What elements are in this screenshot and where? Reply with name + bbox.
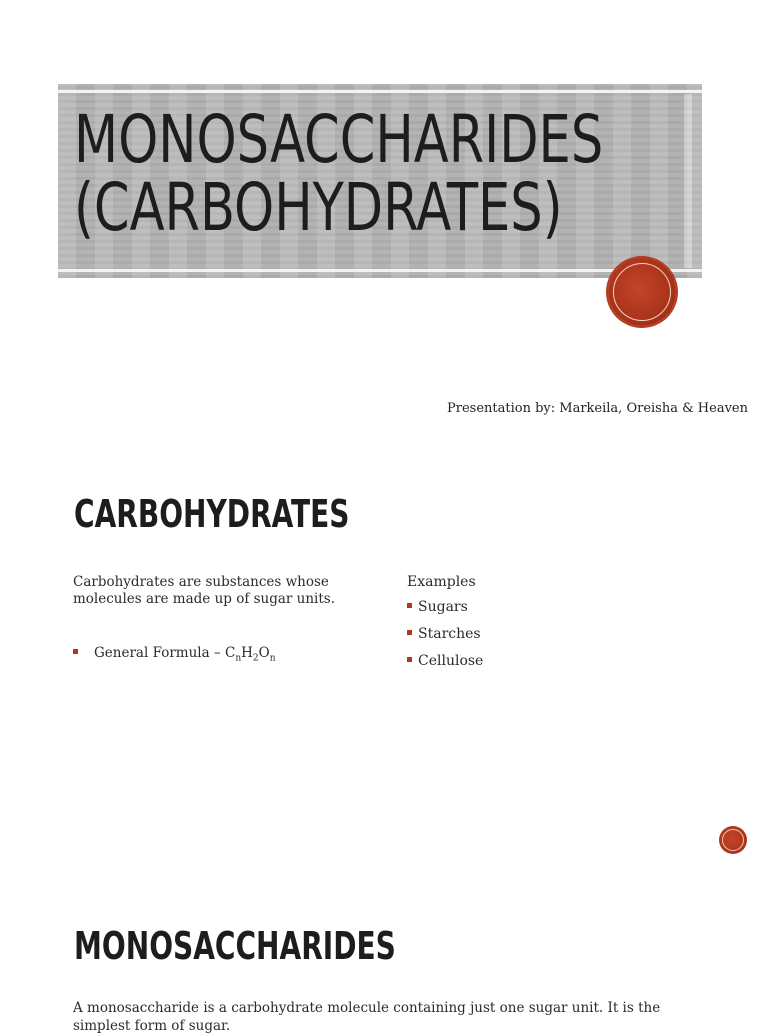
example-starches: Starches [418, 626, 481, 642]
formula-sub-n1: n [235, 653, 242, 664]
formula-sub-2: 2 [252, 653, 259, 664]
main-title [74, 101, 604, 246]
bullet-icon [407, 657, 412, 662]
example-cellulose: Cellulose [418, 653, 484, 669]
presenter-credit: Presentation by: Markeila, Oreisha & Heaven [447, 401, 748, 416]
formula-label: General Formula – C [94, 645, 236, 661]
decorative-circle-icon [608, 258, 676, 326]
formula-o: O [258, 645, 270, 661]
bullet-icon [73, 649, 78, 654]
carbohydrates-heading: CARBOHYDRATES [74, 492, 350, 536]
band-top-line [58, 90, 702, 93]
main-title-line2: (CARBOHYDRATES) [74, 169, 563, 246]
title-band [58, 84, 702, 278]
monosaccharides-description: A monosaccharide is a carbohydrate molecule containing just one sugar unit. It is the simplest form of sugar. [73, 1000, 661, 1034]
list-item [407, 624, 483, 651]
formula-h: H [241, 645, 253, 661]
decorative-small-circle-icon [719, 826, 747, 854]
bullet-icon [407, 630, 412, 635]
list-item [407, 651, 483, 678]
formula-sub-n2: n [269, 653, 276, 664]
band-strip [684, 94, 692, 268]
carbohydrates-description: Carbohydrates are substances whose molecules are made up of sugar units. [73, 574, 336, 607]
main-title-line1: MONOSACCHARIDES [74, 101, 604, 178]
examples-list [407, 574, 483, 678]
general-formula [73, 645, 276, 664]
bullet-icon [407, 603, 412, 608]
monosaccharides-heading: MONOSACCHARIDES [74, 924, 396, 968]
band-bottom-line [58, 269, 702, 272]
example-sugars: Sugars [418, 599, 468, 615]
examples-title: Examples [407, 574, 476, 590]
list-item [407, 597, 483, 624]
